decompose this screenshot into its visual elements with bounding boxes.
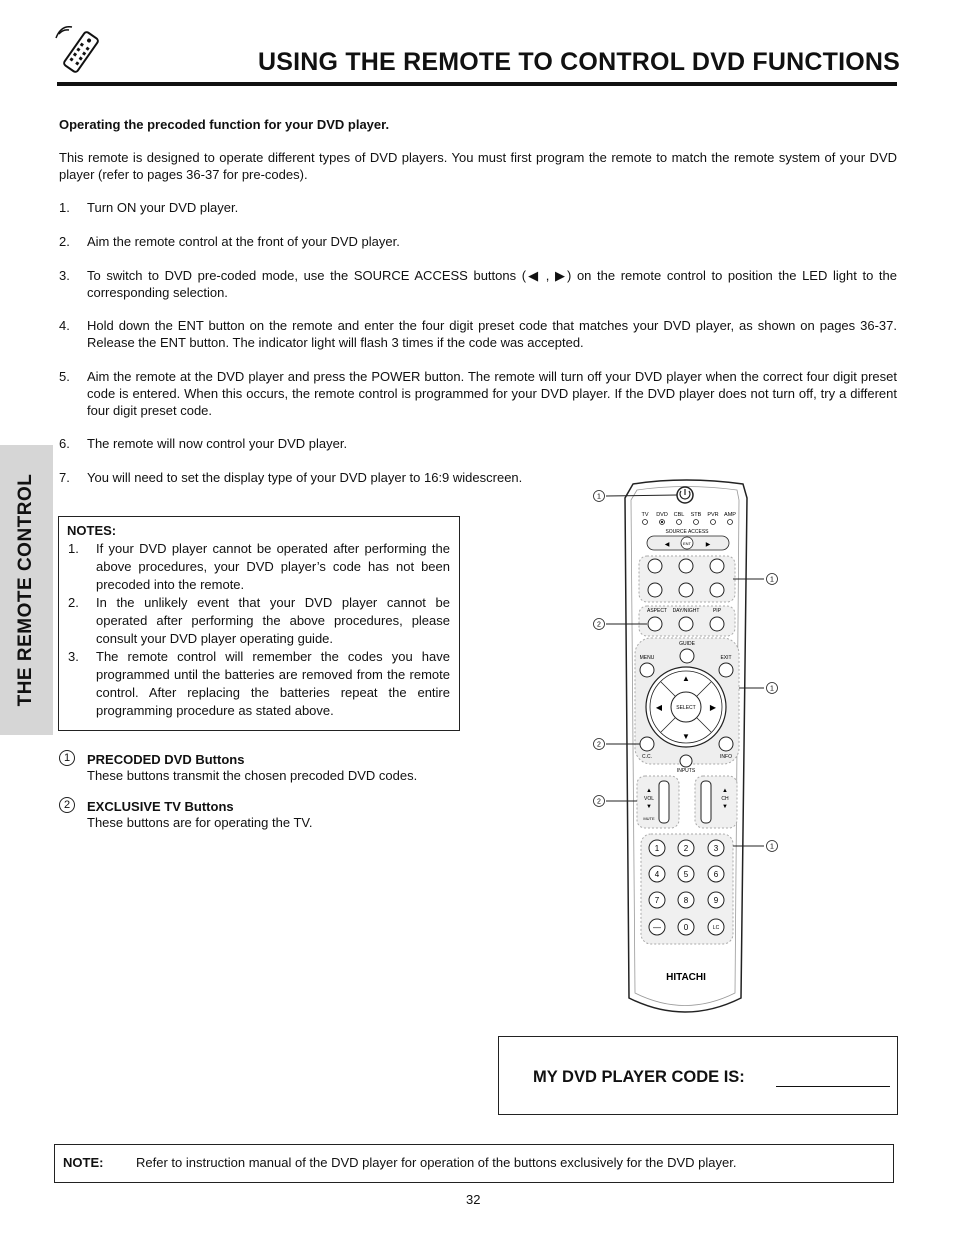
- svg-text:▲: ▲: [682, 674, 690, 683]
- daynight-label: DAY/NIGHT: [672, 608, 700, 614]
- notes-heading: NOTES:: [67, 523, 117, 538]
- bottom-note-box: [54, 1144, 894, 1183]
- source-access-label: SOURCE ACCESS: [665, 529, 709, 535]
- remote-control-illustration: [585, 478, 785, 1023]
- list-item: [59, 368, 897, 419]
- step-text: To switch to DVD pre-coded mode, use the SOURCE ACCESS buttons (◀ , ▶) on the remote control to position the LED light to the corresponding selection.: [87, 268, 897, 300]
- list-item: [59, 317, 897, 351]
- page-number: 32: [466, 1192, 481, 1207]
- list-item: [59, 233, 897, 250]
- select-label: SELECT: [676, 705, 696, 711]
- source-label-tv: TV: [641, 512, 649, 518]
- step-number: 1.: [59, 200, 70, 215]
- legend-title: PRECODED DVD Buttons: [87, 752, 245, 767]
- source-label-pvr: PVR: [707, 512, 719, 518]
- pip-label: PIP: [712, 608, 722, 614]
- aspect-label: ASPECT: [646, 608, 668, 614]
- step-text: Aim the remote control at the front of your DVD player.: [87, 234, 400, 249]
- list-item: [68, 594, 450, 648]
- note-number: 2.: [68, 595, 79, 610]
- list-item: [59, 435, 897, 452]
- page-title: USING THE REMOTE TO CONTROL DVD FUNCTIONS: [258, 48, 901, 76]
- callout-marker: 1: [59, 750, 75, 766]
- dvd-code-blank: [776, 1086, 890, 1087]
- brand-logo: HITACHI: [666, 972, 706, 983]
- callout-marker: 2: [59, 797, 75, 813]
- dvd-code-box: [498, 1036, 898, 1115]
- remote-header-icon: [55, 26, 107, 78]
- note-number: 1.: [68, 541, 79, 556]
- cc-label: C.C.: [642, 754, 652, 760]
- bottom-note-label: NOTE:: [63, 1155, 104, 1170]
- callout-marker: 2: [597, 741, 601, 749]
- inputs-label: INPUTS: [676, 768, 696, 774]
- legend-desc: These buttons transmit the chosen precoded DVD codes.: [87, 768, 418, 783]
- step-number: 3.: [59, 268, 70, 283]
- svg-text:▼: ▼: [646, 804, 652, 810]
- legend-title: EXCLUSIVE TV Buttons: [87, 799, 234, 814]
- info-label: INFO: [720, 754, 732, 760]
- note-text: In the unlikely event that your DVD player cannot be operated after performing the above procedures, please consult your DVD player operating guide.: [96, 595, 450, 646]
- exit-label: EXIT: [720, 655, 732, 661]
- callout-marker: 2: [597, 798, 601, 806]
- callout-marker: 1: [770, 685, 774, 693]
- svg-text:▶: ▶: [705, 542, 711, 548]
- list-item: [59, 199, 897, 216]
- side-tab-label: THE REMOTE CONTROL: [15, 473, 36, 707]
- callout-marker: 1: [770, 843, 774, 851]
- svg-text:▼: ▼: [682, 732, 690, 741]
- digit-6: 6: [713, 870, 719, 879]
- digit-7: 7: [654, 896, 660, 905]
- step-number: 4.: [59, 318, 70, 333]
- svg-text:▶: ▶: [709, 703, 717, 712]
- step-text: Hold down the ENT button on the remote and enter the four digit preset code that matches your DVD player, as shown on pages 36-37. Release the ENT button. The indicator light will flash 3 times if the code was accepted.: [87, 318, 897, 350]
- digit-3: 3: [713, 844, 719, 853]
- step-number: 2.: [59, 234, 70, 249]
- guide-label: GUIDE: [679, 641, 695, 647]
- notes-box: [58, 516, 460, 731]
- digit-5: 5: [683, 870, 689, 879]
- step-text: Turn ON your DVD player.: [87, 200, 239, 215]
- list-item: [68, 540, 450, 594]
- ent-button-label: ENT: [683, 541, 691, 546]
- vol-label: VOL: [643, 796, 655, 802]
- step-number: 7.: [59, 470, 70, 485]
- menu-label: MENU: [639, 655, 655, 661]
- step-text: You will need to set the display type of your DVD player to 16:9 widescreen.: [87, 470, 523, 485]
- callout-marker: 1: [597, 493, 601, 501]
- list-item: [68, 648, 450, 720]
- callout-marker: 1: [770, 576, 774, 584]
- note-text: If your DVD player cannot be operated after performing the above procedures, your DVD player’s code has not been precoded into the remote.: [96, 541, 450, 592]
- step-text: The remote will now control your DVD player.: [87, 436, 348, 451]
- dvd-code-label: MY DVD PLAYER CODE IS:: [533, 1068, 745, 1086]
- side-tab: [0, 445, 53, 735]
- digit-0: 0: [683, 923, 689, 932]
- intro-paragraph: This remote is designed to operate different types of DVD players. You must first program the remote to match the remote system of your DVD player (refer to pages 36-37 for pre-codes).: [59, 150, 897, 182]
- source-label-cbl: CBL: [673, 512, 685, 518]
- digit-8: 8: [683, 896, 689, 905]
- ch-label: CH: [721, 796, 729, 802]
- digit-lc: LC: [712, 925, 720, 931]
- source-label-amp: AMP: [724, 512, 736, 518]
- svg-text:▲: ▲: [646, 788, 652, 794]
- note-text: The remote control will remember the codes you have programmed until the batteries are removed from the remote control. After replacing the batteries repeat the entire programming procedure as stated above.: [96, 649, 450, 718]
- digit-9: 9: [713, 896, 719, 905]
- digit-dash: —: [653, 923, 661, 932]
- digit-1: 1: [654, 844, 660, 853]
- digit-4: 4: [654, 870, 660, 879]
- svg-text:▲: ▲: [722, 788, 728, 794]
- step-number: 5.: [59, 369, 70, 384]
- svg-text:▼: ▼: [722, 804, 728, 810]
- step-text: Aim the remote at the DVD player and press the POWER button. The remote will turn off your DVD player when the correct four digit preset code is entered. When this occurs, the remote control is programmed for your DVD player. If the DVD player does not turn off, try a different four digit preset code.: [87, 369, 897, 418]
- source-label-stb: STB: [690, 512, 702, 518]
- note-number: 3.: [68, 649, 79, 664]
- digit-2: 2: [683, 844, 689, 853]
- step-number: 6.: [59, 436, 70, 451]
- callout-marker: 2: [597, 621, 601, 629]
- bottom-note-text: Refer to instruction manual of the DVD player for operation of the buttons exclusively for the DVD player.: [136, 1155, 737, 1170]
- source-label-dvd: DVD: [656, 512, 668, 518]
- title-rule: [57, 82, 897, 86]
- svg-text:◀: ◀: [664, 542, 670, 548]
- svg-text:◀: ◀: [655, 703, 663, 712]
- mute-label: MUTE: [643, 816, 655, 821]
- list-item: [59, 469, 579, 486]
- legend-desc: These buttons are for operating the TV.: [87, 815, 313, 830]
- intro-heading: Operating the precoded function for your DVD player.: [59, 117, 390, 132]
- list-item: [59, 267, 897, 301]
